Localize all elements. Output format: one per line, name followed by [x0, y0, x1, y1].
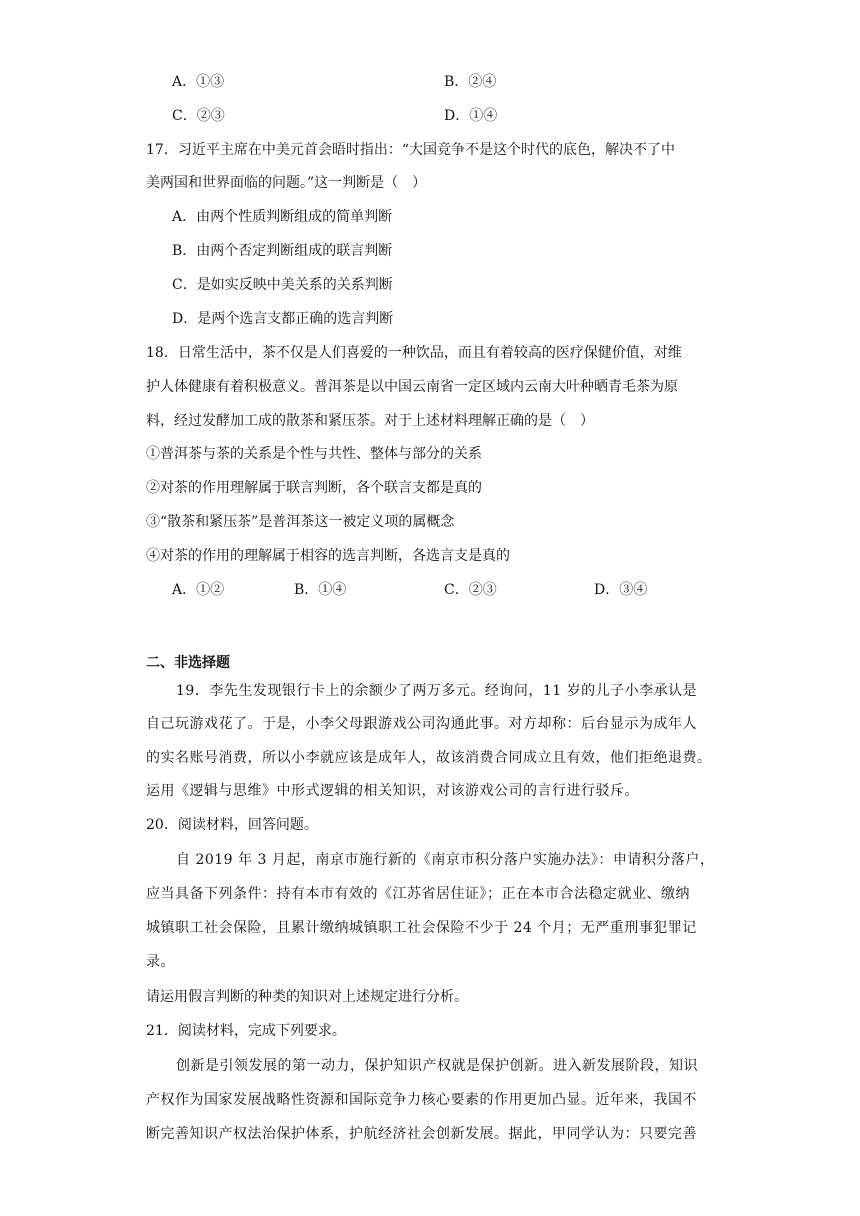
q16-option-c: C．②③ [172, 108, 225, 124]
q20-stem: 20．阅读材料，回答问题。 [146, 817, 318, 833]
q19-line-4: 运用《逻辑与思维》中形式逻辑的相关知识，对该游戏公司的言行进行驳斥。 [146, 783, 639, 799]
q18-statement-2: ②对茶的作用理解属于联言判断，各个联言支都是真的 [146, 480, 482, 496]
q18-option-c: C．②③ [444, 582, 497, 598]
q19-line-2: 自己玩游戏花了。于是，小李父母跟游戏公司沟通此事。对方却称：后台显示为成年人 [146, 716, 697, 732]
q18-statement-1: ①普洱茶与茶的关系是个性与共性、整体与部分的关系 [146, 446, 482, 462]
q21-material-line-2: 产权作为国家发展战略性资源和国际竞争力核心要素的作用更加凸显。近年来，我国不 [146, 1092, 697, 1108]
q17-option-c: C．是如实反映中美关系的关系判断 [172, 277, 393, 293]
q20-material-line-2: 应当具备下列条件：持有本市有效的《江苏省居住证》；正在本市合法稳定就业、缴纳 [146, 886, 690, 902]
q20-material-line-3: 城镇职工社会保险，且累计缴纳城镇职工社会保险不少于 24 个月；无严重刑事犯罪记 [146, 920, 697, 936]
section-title: 二、非选择题 [146, 655, 230, 671]
q16-option-b: B．②④ [444, 74, 497, 90]
q20-material-line-4: 录。 [146, 954, 175, 970]
q20-material-line-1: 自 2019 年 3 月起，南京市施行新的《南京市积分落户实施办法》：申请积分落户， [176, 852, 715, 868]
q18-stem-line-3: 料，经过发酵加工成的散茶和紧压茶。对于上述材料理解正确的是（ ） [146, 413, 594, 429]
q18-stem-line-2: 护人体健康有着积极意义。普洱茶是以中国云南省一定区域内云南大叶种晒青毛茶为原 [146, 379, 678, 395]
q17-option-b: B．由两个否定判断组成的联言判断 [172, 243, 393, 259]
q18-stem-line-1: 18．日常生活中，茶不仅是人们喜爱的一种饮品，而且有着较高的医疗保健价值，对维 [146, 345, 682, 361]
q18-statement-4: ④对茶的作用的理解属于相容的选言判断，各选言支是真的 [146, 548, 510, 564]
q18-option-a: A．①② [172, 582, 225, 598]
q17-option-d: D．是两个选言支都正确的选言判断 [172, 311, 394, 327]
q19-line-1: 19．李先生发现银行卡上的余额少了两万多元。经询问，11 岁的儿子小李承认是 [176, 683, 698, 699]
q18-option-b: B．①④ [294, 582, 347, 598]
q18-option-d: D．③④ [594, 582, 648, 598]
q21-material-line-1: 创新是引领发展的第一动力，保护知识产权就是保护创新。进入新发展阶段，知识 [176, 1058, 698, 1074]
q17-stem-line-1: 17．习近平主席在中美元首会晤时指出：“大国竞争不是这个时代的底色，解决不了中 [146, 142, 675, 158]
q17-option-a: A．由两个性质判断组成的简单判断 [172, 209, 393, 225]
q21-stem: 21．阅读材料，完成下列要求。 [146, 1023, 346, 1039]
q19-line-3: 的实名账号消费，所以小李就应该是成年人，故该消费合同成立且有效，他们拒绝退费。 [146, 750, 712, 766]
q18-statement-3: ③“散茶和紧压茶”是普洱茶这一被定义项的属概念 [146, 514, 455, 530]
q20-question: 请运用假言判断的种类的知识对上述规定进行分析。 [146, 989, 468, 1005]
q16-option-a: A．①③ [172, 74, 225, 90]
q16-option-d: D．①④ [444, 108, 498, 124]
q17-stem-line-2: 美两国和世界面临的问题。”这一判断是（ ） [146, 175, 427, 191]
q21-material-line-3: 断完善知识产权法治保护体系，护航经济社会创新发展。据此，甲同学认为：只要完善 [146, 1126, 697, 1142]
